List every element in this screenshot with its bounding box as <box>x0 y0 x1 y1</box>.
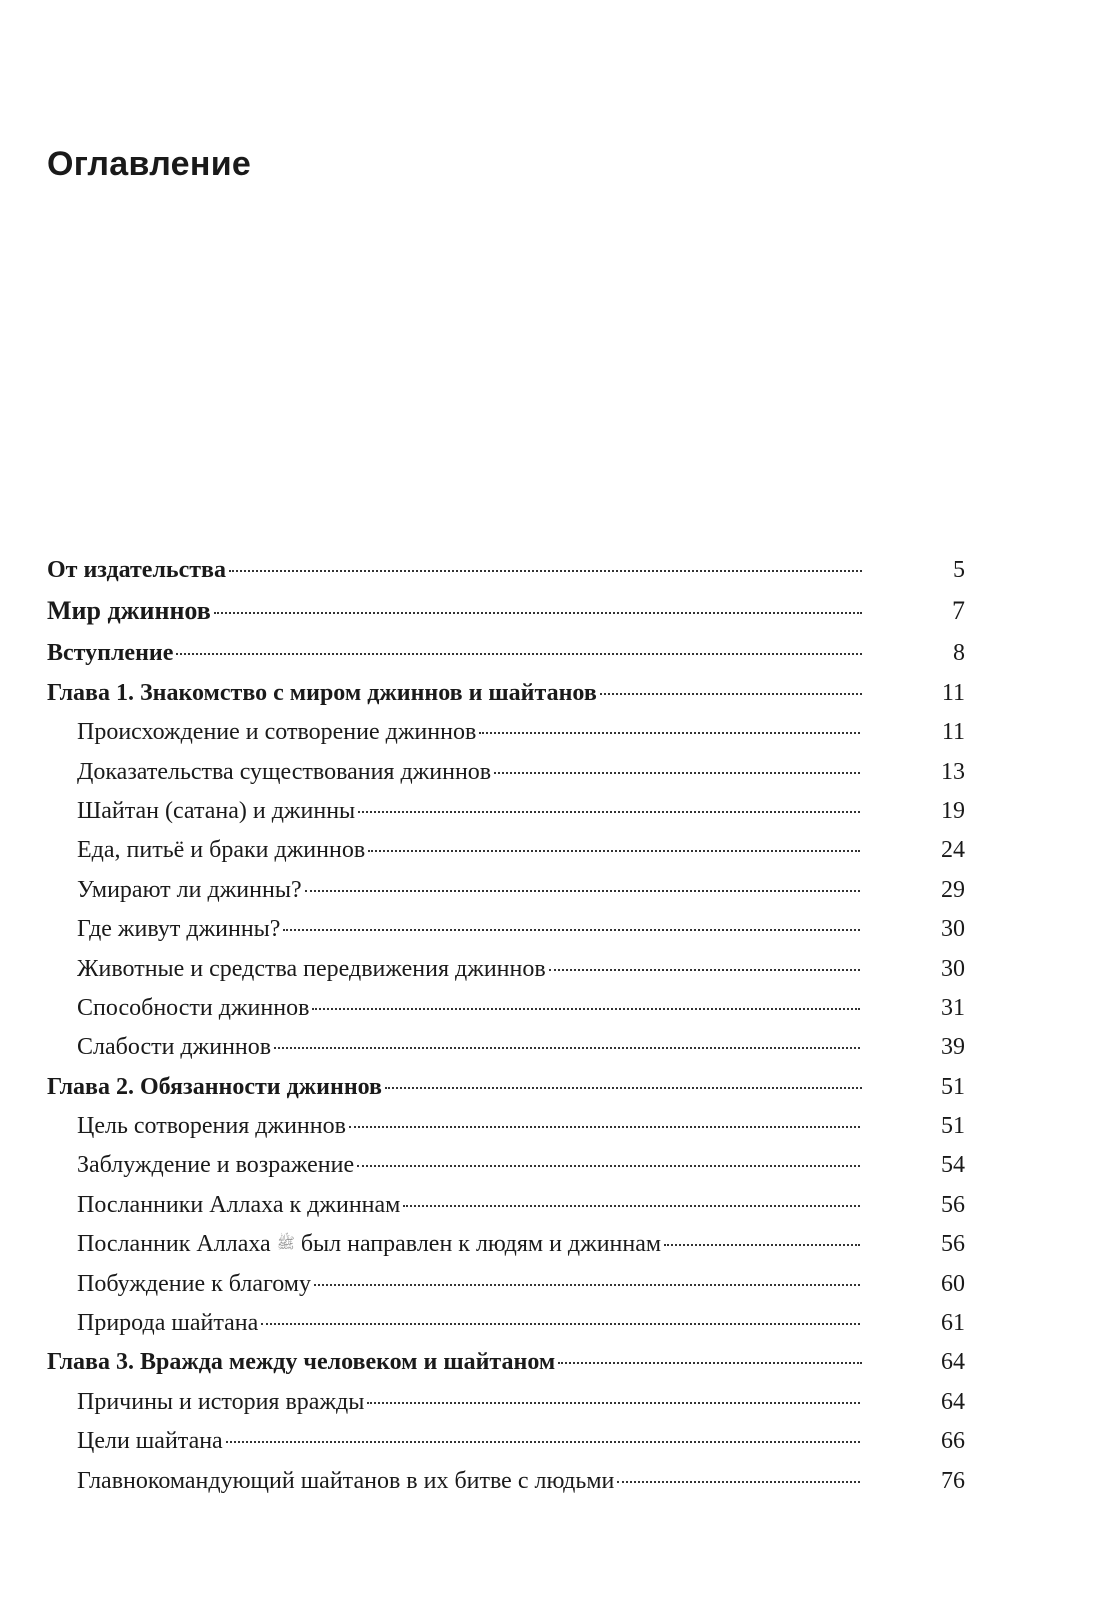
toc-entry <box>47 557 965 596</box>
toc-entry-title-wrap <box>77 798 860 825</box>
dot-leader <box>600 693 862 695</box>
toc-entry-title-text: Вступление <box>47 640 174 667</box>
toc-entry-title-text: Мир джиннов <box>47 596 211 626</box>
toc-entry-title-text: Причины и история вражды <box>77 1388 365 1415</box>
dot-leader <box>283 929 860 931</box>
toc-entry-title-wrap <box>77 877 860 904</box>
toc-entry-title <box>77 1113 346 1140</box>
toc-entry <box>47 1074 965 1113</box>
toc-page-number: 13 <box>941 758 965 785</box>
salawat-symbol: ﷺ <box>276 1236 295 1253</box>
toc-page-number: 29 <box>941 876 965 903</box>
toc-entry-title-text: Заблуждение и возражение <box>77 1152 355 1179</box>
toc-entry-title <box>47 1074 382 1101</box>
toc-entry-title-text: Цели шайтана <box>77 1428 223 1455</box>
toc-entry-title <box>77 995 309 1022</box>
toc-entry-title <box>77 956 546 983</box>
toc-entry <box>47 680 965 719</box>
dot-leader <box>367 1402 860 1404</box>
toc-entry <box>47 1034 965 1073</box>
toc-page-number: 19 <box>941 797 965 824</box>
page-title: Оглавление <box>47 145 252 183</box>
toc-entry <box>47 1231 965 1270</box>
toc-entry-title-wrap <box>47 680 862 707</box>
toc-entry-title-wrap <box>77 1271 860 1298</box>
toc-page-number: 51 <box>941 1113 965 1140</box>
toc-entry <box>47 1349 965 1388</box>
toc-entry <box>47 1310 965 1349</box>
toc-page-number: 56 <box>941 1191 965 1218</box>
toc-entry-title <box>77 877 302 904</box>
toc-entry-title <box>77 719 476 746</box>
dot-leader <box>358 811 860 813</box>
toc-entry-title-text: От издательства <box>47 557 227 583</box>
toc-page-number: 7 <box>952 596 965 626</box>
dot-leader <box>385 1087 862 1089</box>
toc-entry-title-wrap <box>77 1310 860 1337</box>
toc-page-number: 11 <box>941 719 965 746</box>
toc-entry-title-text: Главнокомандующий шайтанов в их битве с людьми <box>77 1467 615 1494</box>
toc-entry-title <box>77 837 365 864</box>
toc-page-number: 64 <box>941 1388 965 1415</box>
toc-entry-title-wrap <box>47 1349 862 1376</box>
toc-entry-title <box>77 916 280 943</box>
toc-page-number: 54 <box>941 1152 965 1179</box>
toc-entry-title-wrap <box>77 1389 860 1416</box>
toc-entry <box>47 1468 965 1507</box>
dot-leader <box>176 653 862 655</box>
toc-entry-title-text: Посланник Аллаха <box>77 1231 271 1258</box>
toc-entry-title <box>77 1428 223 1455</box>
toc-entry-title-text: Где живут джинны? <box>77 916 281 943</box>
toc-entry-title-wrap <box>77 719 860 746</box>
toc-entry-title <box>77 1468 614 1495</box>
dot-leader <box>617 1481 860 1483</box>
toc-entry <box>47 837 965 876</box>
toc-entry-title <box>47 557 226 584</box>
toc-page-number: 56 <box>941 1231 965 1258</box>
toc-entry <box>47 798 965 837</box>
dot-leader <box>558 1362 862 1364</box>
toc-entry <box>47 1113 965 1152</box>
toc-entry-title-wrap <box>77 1152 860 1179</box>
toc-page-number: 8 <box>953 640 965 667</box>
toc-page-number: 24 <box>941 837 965 864</box>
dot-leader <box>549 969 860 971</box>
toc-page-number: 60 <box>941 1270 965 1297</box>
toc-entry-title-wrap <box>47 1074 862 1101</box>
toc-entry-title-text: Доказательства существования джиннов <box>77 758 492 785</box>
toc-entry-title <box>47 640 173 667</box>
dot-leader <box>214 612 862 614</box>
dot-leader <box>357 1165 860 1167</box>
toc-page-number: 5 <box>953 557 965 583</box>
toc-entry-title-text: Животные и средства передвижения джиннов <box>77 955 546 982</box>
toc-entry-title <box>77 1034 271 1061</box>
toc-entry <box>47 916 965 955</box>
dot-leader <box>403 1205 860 1207</box>
toc-entry <box>47 1152 965 1191</box>
toc-entry <box>47 1389 965 1428</box>
toc-entry-title-wrap <box>77 1034 860 1061</box>
toc-entry <box>47 1271 965 1310</box>
toc-entry-title <box>77 1310 258 1337</box>
toc-entry-title-wrap <box>77 956 860 983</box>
toc-entry-title <box>77 1271 311 1298</box>
toc-entry <box>47 956 965 995</box>
dot-leader <box>314 1284 860 1286</box>
dot-leader <box>261 1323 860 1325</box>
dot-leader <box>494 772 860 774</box>
toc-entry <box>47 995 965 1034</box>
toc-entry-title <box>77 1389 364 1416</box>
toc-entry <box>47 596 965 640</box>
toc-entry-title-wrap <box>47 640 862 667</box>
toc-entry-title-text: Шайтан (сатана) и джинны <box>77 797 356 824</box>
toc-entry-title-wrap <box>77 995 860 1022</box>
toc-page-number: 66 <box>941 1428 965 1455</box>
toc-entry-title-wrap <box>47 557 862 584</box>
toc-entry-title-text: Цель сотворения джиннов <box>77 1113 346 1140</box>
toc-page-number: 30 <box>941 955 965 982</box>
toc-entry-title-text: Глава 1. Знакомство с миром джиннов и шайтанов <box>47 679 597 706</box>
toc-entry-title-text: Еда, питьё и браки джиннов <box>77 837 366 864</box>
toc-entry-title-text: Слабости джиннов <box>77 1034 272 1061</box>
toc-entry-title-wrap <box>77 916 860 943</box>
dot-leader <box>479 732 860 734</box>
toc-entry-title-text: Природа шайтана <box>77 1310 259 1337</box>
table-of-contents <box>47 557 965 1507</box>
dot-leader <box>229 570 862 572</box>
dot-leader <box>368 850 860 852</box>
toc-page-number: 39 <box>941 1034 965 1061</box>
toc-page-number: 76 <box>941 1467 965 1494</box>
toc-entry-title <box>77 1192 400 1219</box>
toc-page-number: 61 <box>941 1310 965 1337</box>
toc-entry <box>47 640 965 679</box>
dot-leader <box>305 890 860 892</box>
toc-entry-title-text: Побуждение к благому <box>77 1270 311 1297</box>
dot-leader <box>226 1441 860 1443</box>
toc-entry-title <box>77 798 355 825</box>
toc-entry-title-wrap <box>77 1428 860 1455</box>
dot-leader <box>274 1047 860 1049</box>
toc-entry-title-continuation: был направлен к людям и джиннам <box>300 1231 662 1258</box>
toc-entry <box>47 1192 965 1231</box>
toc-entry-title-wrap <box>77 837 860 864</box>
toc-entry <box>47 1428 965 1467</box>
dot-leader <box>312 1008 860 1010</box>
toc-page-number: 31 <box>941 994 965 1021</box>
toc-entry-title-text: Глава 2. Обязанности джиннов <box>47 1073 383 1100</box>
toc-entry <box>47 877 965 916</box>
toc-page-number: 51 <box>941 1073 965 1100</box>
toc-entry-title-text: Способности джиннов <box>77 994 310 1021</box>
toc-entry-title <box>77 1152 354 1179</box>
toc-entry-title <box>77 759 491 786</box>
toc-entry-title <box>77 1231 661 1258</box>
toc-entry-title-wrap <box>77 1468 860 1495</box>
toc-page-number: 11 <box>941 679 965 706</box>
toc-entry-title-wrap <box>47 596 862 626</box>
toc-entry-title <box>47 680 597 707</box>
toc-entry-title-text: Умирают ли джинны? <box>77 876 302 903</box>
toc-entry-title-wrap <box>77 1231 860 1258</box>
dot-leader <box>664 1244 860 1246</box>
toc-page-number: 30 <box>941 916 965 943</box>
toc-entry-title-wrap <box>77 1113 860 1140</box>
toc-page-number: 64 <box>941 1349 965 1376</box>
toc-entry <box>47 759 965 798</box>
toc-entry-title-wrap <box>77 759 860 786</box>
dot-leader <box>349 1126 860 1128</box>
toc-entry-title <box>47 596 211 626</box>
toc-entry <box>47 719 965 758</box>
toc-entry-title <box>47 1349 555 1376</box>
toc-entry-title-text: Посланники Аллаха к джиннам <box>77 1191 401 1218</box>
toc-entry-title-text: Глава 3. Вражда между человеком и шайтаном <box>47 1349 556 1376</box>
toc-entry-title-wrap <box>77 1192 860 1219</box>
toc-entry-title-text: Происхождение и сотворение джиннов <box>77 719 477 746</box>
